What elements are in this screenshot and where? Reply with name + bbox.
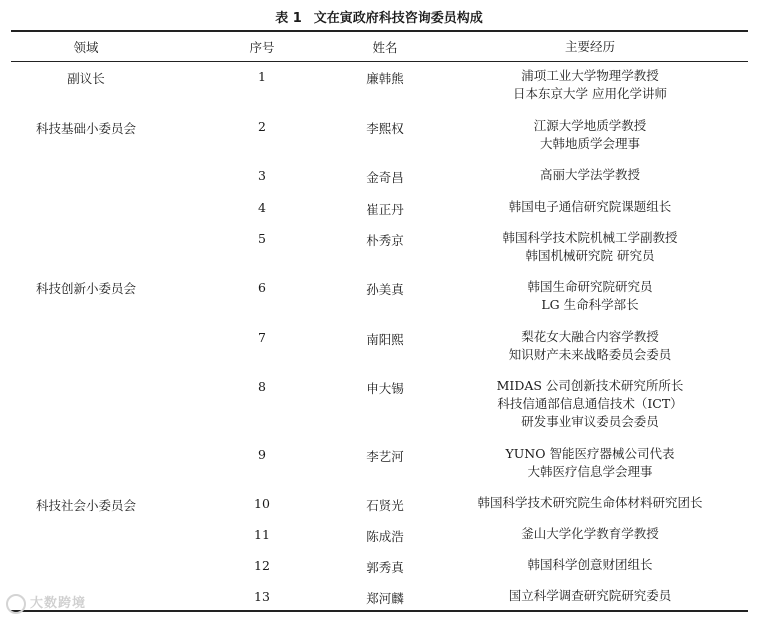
career-line: LG 生命科学部长 [541, 297, 639, 312]
member-name: 李熙权 [366, 121, 404, 136]
member-name: 廉韩熊 [366, 71, 404, 86]
field-label: 科技社会小委员会 [35, 498, 136, 513]
member-name: 孙美真 [366, 282, 404, 297]
row-number: 6 [258, 280, 266, 295]
member-career [440, 556, 740, 574]
row-number: 13 [254, 589, 270, 604]
career-line: 知识财产未来战略委员会委员 [508, 347, 672, 362]
header-number: 序号 [249, 40, 275, 55]
field-label: 副议长 [67, 71, 105, 86]
member-career [440, 117, 740, 153]
row-number: 12 [254, 558, 270, 573]
header-career: 主要经历 [564, 39, 615, 54]
table-caption [0, 7, 758, 26]
career-line: 梨花女大融合内容学教授 [521, 329, 659, 344]
member-career [440, 494, 740, 512]
career-line: 浦项工业大学物理学教授 [521, 68, 659, 83]
header-name: 姓名 [372, 40, 398, 55]
table-number: 表 1 [275, 11, 302, 26]
member-name: 李艺河 [366, 449, 404, 464]
watermark-text: 大数跨境 [30, 596, 87, 611]
row-number: 8 [258, 379, 266, 394]
member-name: 南阳熙 [366, 332, 404, 347]
career-line: 研发事业审议委员会委员 [521, 414, 659, 429]
table-title: 文在寅政府科技咨询委员构成 [313, 11, 483, 26]
career-line: 韩国生命研究院研究员 [527, 279, 653, 294]
member-career [440, 445, 740, 481]
watermark [6, 592, 86, 614]
row-number: 9 [258, 447, 266, 462]
member-name: 朴秀京 [366, 233, 404, 248]
career-line: 科技信通部信息通信技术（ICT） [497, 396, 683, 411]
row-number: 7 [258, 330, 266, 345]
header-field: 领域 [73, 40, 99, 55]
member-career [440, 166, 740, 184]
career-line: 韩国科学技术研究院生命体材料研究团长 [477, 495, 703, 510]
member-career [440, 525, 740, 543]
field-label: 科技创新小委员会 [35, 281, 136, 296]
career-line: 国立科学调查研究院研究委员 [508, 588, 672, 603]
member-career [440, 587, 740, 605]
career-line: 日本东京大学 应用化学讲师 [513, 86, 667, 101]
career-line: 韩国电子通信研究院课题组长 [508, 199, 672, 214]
row-number: 1 [258, 69, 266, 84]
member-name: 崔正丹 [366, 202, 404, 217]
career-line: YUNO 智能医疗器械公司代表 [505, 446, 675, 461]
member-name: 金奇昌 [366, 170, 404, 185]
member-career [440, 377, 740, 431]
row-number: 2 [258, 119, 266, 134]
table-top-rule [11, 30, 748, 32]
row-number: 10 [254, 496, 270, 511]
career-line: 大韩医疗信息学会理事 [527, 464, 653, 479]
table-bottom-rule [11, 610, 748, 612]
career-line: 韩国科学创意财团组长 [527, 557, 653, 572]
row-number: 11 [254, 527, 270, 542]
row-number: 4 [258, 200, 266, 215]
member-career [440, 328, 740, 364]
row-number: 3 [258, 168, 266, 183]
member-career [440, 229, 740, 265]
member-career [440, 198, 740, 216]
member-name: 郭秀真 [366, 560, 404, 575]
career-line: 韩国科学技术院机械工学副教授 [502, 230, 678, 245]
member-name: 郑河麟 [366, 591, 404, 606]
career-line: 江源大学地质学教授 [533, 118, 647, 133]
career-line: 大韩地质学会理事 [539, 136, 640, 151]
member-name: 申大锡 [366, 381, 404, 396]
career-line: 高丽大学法学教授 [539, 167, 640, 182]
table-header-rule [11, 61, 748, 62]
member-career [440, 67, 740, 103]
member-name: 石贤光 [366, 498, 404, 513]
career-line: 釜山大学化学教育学教授 [521, 526, 659, 541]
career-line: 韩国机械研究院 研究员 [525, 248, 655, 263]
career-line: MIDAS 公司创新技术研究所所长 [496, 378, 684, 393]
member-name: 陈成浩 [366, 529, 404, 544]
field-label: 科技基础小委员会 [35, 121, 136, 136]
watermark-logo-icon [6, 594, 26, 614]
member-career [440, 278, 740, 314]
row-number: 5 [258, 231, 266, 246]
